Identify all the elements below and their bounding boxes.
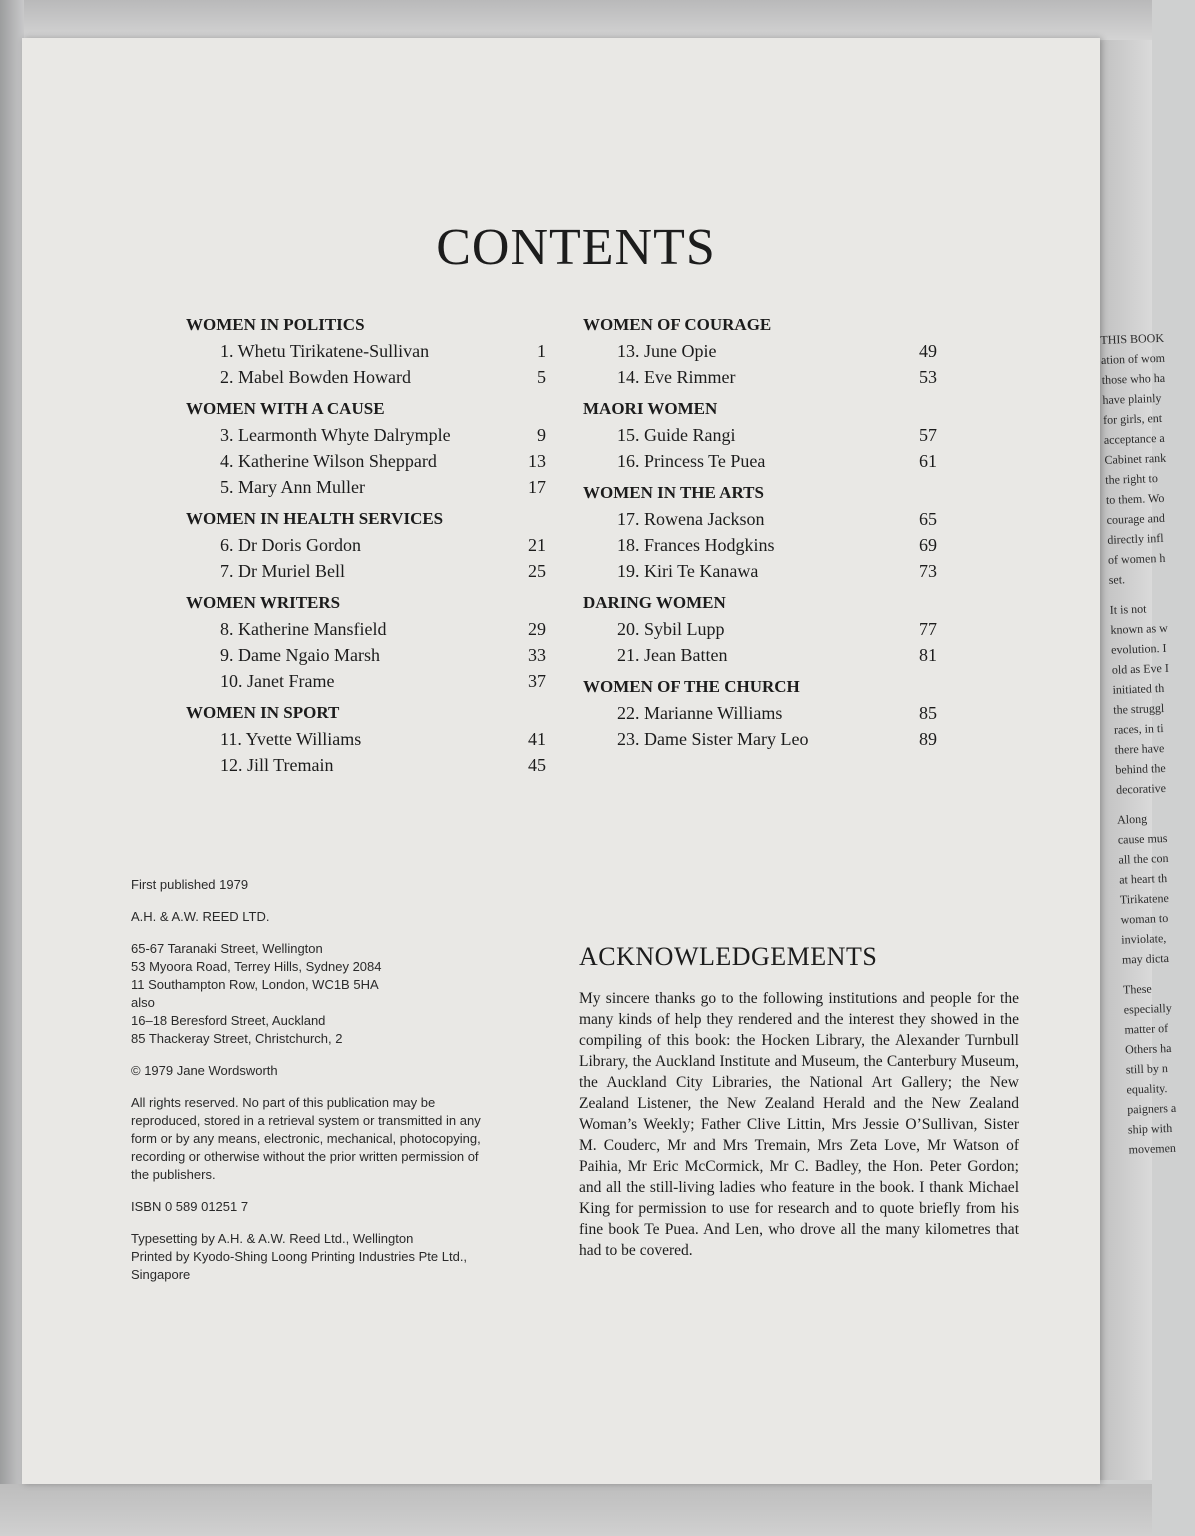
entry-page-number: 17 [528,477,546,497]
entry-page-number: 25 [528,561,546,581]
entry-page-number: 57 [919,425,937,445]
entry-page-number: 53 [919,367,937,387]
contents-entry [186,422,546,448]
entry-page-number: 85 [919,703,937,723]
section-title: WOMEN IN SPORT [186,703,340,722]
entry-label: 21. Jean Batten [617,645,728,665]
address-line: 85 Thackeray Street, Christchurch, 2 [131,1031,343,1046]
entry-label: 22. Marianne Williams [617,703,783,723]
adjacent-page-line: the struggl [1113,700,1165,717]
adjacent-page-line: inviolate, [1121,931,1167,947]
adjacent-page-line: cause mus [1117,830,1168,847]
contents-entry [583,726,937,752]
publisher-addresses [131,940,491,1048]
adjacent-page-line: decorative [1115,780,1167,797]
contents-entry [186,642,546,668]
adjacent-page-line: have plainly [1102,390,1162,407]
entry-label: 18. Frances Hodgkins [617,535,775,555]
printer-credit: Printed by Kyodo-Shing Loong Printing Industries Pte Ltd., Singapore [131,1249,468,1282]
entry-page-number: 49 [919,341,937,361]
adjacent-page-line: acceptance a [1103,430,1165,447]
section-title: DARING WOMEN [583,593,726,612]
entry-page-number: 21 [528,535,546,555]
adjacent-page-line: matter of [1124,1021,1169,1037]
typesetting-credit: Typesetting by A.H. & A.W. Reed Ltd., Wellington [131,1231,414,1246]
section-title: MAORI WOMEN [583,399,718,418]
contents-entry [583,338,937,364]
contents-entry [186,448,546,474]
adjacent-page-line: the right to [1104,471,1159,487]
section-title: WOMEN IN THE ARTS [583,483,764,502]
address-line: also [131,995,155,1010]
contents-title: CONTENTS [436,219,716,276]
address-line: 53 Myoora Road, Terrey Hills, Sydney 2084 [131,959,382,974]
contents-entry [583,506,937,532]
entry-label: 19. Kiri Te Kanawa [617,561,759,581]
contents-entry [583,700,937,726]
isbn: ISBN 0 589 01251 7 [131,1199,249,1214]
entry-page-number: 65 [919,509,937,529]
entry-page-number: 61 [919,451,937,471]
acknowledgements-title: ACKNOWLEDGEMENTS [579,942,878,971]
contents-entry [583,422,937,448]
adjacent-page-line: old as Eve I [1111,660,1170,677]
address-line: 16–18 Beresford Street, Auckland [131,1013,326,1028]
adjacent-page-line: directly infl [1107,530,1164,547]
entry-page-number: 73 [919,561,937,581]
contents-left-column [186,312,546,778]
entry-page-number: 41 [528,729,546,749]
adjacent-page-line: movemen [1128,1140,1177,1157]
adjacent-page-line: at heart th [1118,870,1168,887]
entry-page-number: 9 [537,425,546,445]
background-edge-bottom [0,1484,1152,1536]
contents-entry [583,616,937,642]
adjacent-page-line: all the con [1118,850,1169,867]
entry-label: 3. Learmonth Whyte Dalrymple [220,425,451,445]
contents-entry [186,338,546,364]
entry-page-number: 69 [919,535,937,555]
contents-entry [186,364,546,390]
contents-entry [583,558,937,584]
contents-entry [186,532,546,558]
adjacent-page-line: It is not [1109,601,1147,617]
section-title: WOMEN OF THE CHURCH [583,677,800,696]
entry-label: 8. Katherine Mansfield [220,619,387,639]
entry-label: 16. Princess Te Puea [617,451,766,471]
entry-page-number: 13 [528,451,546,471]
adjacent-page-line: set. [1108,572,1126,587]
entry-label: 12. Jill Tremain [220,755,334,775]
adjacent-page-line: Along [1116,811,1148,827]
adjacent-page-line: may dicta [1121,950,1170,967]
entry-label: 10. Janet Frame [220,671,335,691]
entry-label: 4. Katherine Wilson Sheppard [220,451,437,471]
adjacent-page-line: Cabinet rank [1104,450,1167,467]
adjacent-page-line: These [1122,981,1152,997]
section-title: WOMEN OF COURAGE [583,315,772,334]
entry-page-number: 81 [919,645,937,665]
contents-right-column [583,312,937,752]
acknowledgements-section [579,942,1019,1261]
entry-page-number: 5 [537,367,546,387]
entry-label: 20. Sybil Lupp [617,619,725,639]
entry-page-number: 89 [919,729,937,749]
adjacent-page-line: initiated th [1112,680,1165,697]
adjacent-page-line: races, in ti [1113,721,1164,737]
entry-label: 17. Rowena Jackson [617,509,765,529]
contents-entry [186,558,546,584]
contents-entry [186,474,546,500]
contents-entry [186,616,546,642]
entry-label: 14. Eve Rimmer [617,367,736,387]
adjacent-page-line: courage and [1106,510,1166,527]
adjacent-page-line: of women h [1107,550,1166,567]
adjacent-page-line: Others ha [1124,1040,1172,1057]
adjacent-page-line: to them. Wo [1105,490,1165,507]
publisher-name: A.H. & A.W. REED LTD. [131,909,270,924]
adjacent-page-line: woman to [1120,910,1169,927]
entry-page-number: 45 [528,755,546,775]
entry-label: 15. Guide Rangi [617,425,736,445]
adjacent-page-line: those who ha [1101,370,1166,387]
publication-details [131,876,491,1284]
section-title: WOMEN IN POLITICS [186,315,365,334]
adjacent-page-line: ship with [1127,1120,1173,1137]
entry-page-number: 29 [528,619,546,639]
entry-page-number: 33 [528,645,546,665]
adjacent-page-line: ation of wom [1100,350,1166,367]
entry-label: 13. June Opie [617,341,717,361]
contents-entry [583,532,937,558]
adjacent-page-line: equality. [1126,1081,1168,1097]
contents-entry [583,642,937,668]
entry-page-number: 1 [537,341,546,361]
address-line: 11 Southampton Row, London, WC1B 5HA [131,977,379,992]
section-title: WOMEN WITH A CAUSE [186,399,385,418]
entry-label: 2. Mabel Bowden Howard [220,367,411,387]
address-line: 65-67 Taranaki Street, Wellington [131,941,323,956]
copyright-notice: © 1979 Jane Wordsworth [131,1063,278,1078]
first-published: First published 1979 [131,877,249,892]
adjacent-page-line: paigners a [1126,1100,1177,1117]
entry-label: 23. Dame Sister Mary Leo [617,729,809,749]
adjacent-page-line: for girls, ent [1102,410,1163,427]
contents-entry [186,726,546,752]
adjacent-page-line: especially [1123,1000,1172,1017]
contents-entry [583,364,937,390]
entry-page-number: 37 [528,671,546,691]
adjacent-page-line: THIS BOOK [1100,330,1165,347]
rights-notice: All rights reserved. No part of this publication may be reproduced, stored in a retrieval system or transmitted in any form or by any means, electronic, mechanical, photocopying, recording or otherwise without the prior written permission of the publishers. [131,1095,481,1182]
entry-label: 7. Dr Muriel Bell [220,561,345,581]
entry-label: 11. Yvette Williams [220,729,362,749]
entry-label: 1. Whetu Tirikatene-Sullivan [220,341,430,361]
acknowledgements-text: My sincere thanks go to the following institutions and people for the many kinds of help they rendered and the interest they showed in the compiling of this book: the Hocken Library, the Alexander Turnbull Library, the Auckland Institute and Museum, the Canterbury Museum, the Auckland City Libraries, the National Art Gallery; the New Zealand Listener, the New Zealand Herald and the New Zealand Woman’s Weekly; Father Clive Littin, Mrs Jessie O’Sullivan, Sister M. Couderc, Mr and Mrs Tremain, Mrs Zeta Love, Mr Watson of Paihia, Mr Eric McCormick, Mr C. Badley, the Hon. Peter Gordon; and all the still-living ladies who feature in the book. I thank Michael King for permission to use for research and to quote briefly from his fine book Te Puea. And Len, who drove all the many kilometres that had to be covered. [579,990,1019,1259]
entry-page-number: 77 [919,619,937,639]
adjacent-page-line: Tirikatene [1119,890,1169,907]
entry-label: 6. Dr Doris Gordon [220,535,361,555]
entry-label: 9. Dame Ngaio Marsh [220,645,380,665]
adjacent-page-line: evolution. I [1110,640,1167,657]
section-title: WOMEN WRITERS [186,593,341,612]
section-title: WOMEN IN HEALTH SERVICES [186,509,444,528]
contents-entry [583,448,937,474]
adjacent-page-line: still by n [1125,1061,1169,1077]
background-edge-top [0,0,1152,40]
adjacent-page-line: known as w [1110,620,1169,637]
adjacent-page-line: there have [1114,741,1165,757]
contents-entry [186,668,546,694]
entry-label: 5. Mary Ann Muller [220,477,365,497]
contents-entry [186,752,546,778]
adjacent-page-line: behind the [1115,760,1166,777]
